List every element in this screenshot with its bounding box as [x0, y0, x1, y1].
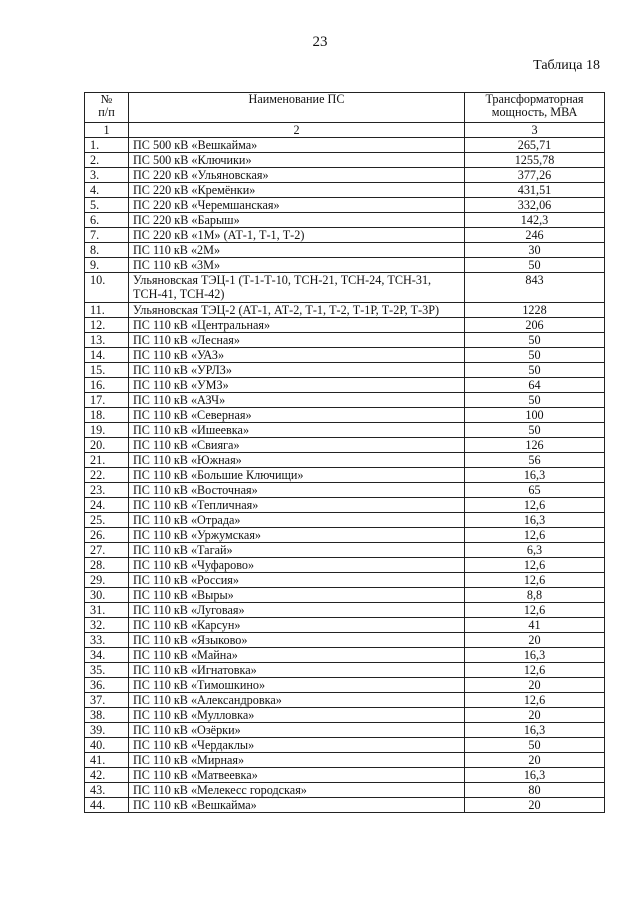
row-number: 38.	[85, 708, 129, 723]
table-row	[85, 738, 605, 753]
substation-name: ПС 110 кВ «Тепличная»	[129, 498, 465, 513]
substation-name: ПС 500 кВ «Ключики»	[129, 153, 465, 168]
transformer-capacity: 332,06	[465, 198, 605, 213]
column-number-row	[85, 123, 605, 138]
transformer-capacity: 50	[465, 333, 605, 348]
substation-name: ПС 110 кВ «Восточная»	[129, 483, 465, 498]
substation-name: ПС 110 кВ «3М»	[129, 258, 465, 273]
transformer-capacity: 80	[465, 783, 605, 798]
transformer-capacity: 50	[465, 393, 605, 408]
row-number: 2.	[85, 153, 129, 168]
table-row	[85, 618, 605, 633]
substation-name: ПС 110 кВ «Южная»	[129, 453, 465, 468]
row-number: 4.	[85, 183, 129, 198]
substation-name: ПС 110 кВ «АЗЧ»	[129, 393, 465, 408]
row-number: 6.	[85, 213, 129, 228]
row-number: 12.	[85, 318, 129, 333]
transformer-capacity: 12,6	[465, 693, 605, 708]
substation-name: ПС 110 кВ «УРЛЗ»	[129, 363, 465, 378]
transformer-capacity: 50	[465, 363, 605, 378]
transformer-capacity: 50	[465, 348, 605, 363]
row-number: 14.	[85, 348, 129, 363]
table-label: Таблица 18	[533, 58, 600, 73]
substation-name: ПС 110 кВ «Северная»	[129, 408, 465, 423]
transformer-capacity: 142,3	[465, 213, 605, 228]
transformer-capacity: 16,3	[465, 723, 605, 738]
transformer-capacity: 12,6	[465, 558, 605, 573]
substation-name: ПС 110 кВ «Языково»	[129, 633, 465, 648]
header-capacity	[465, 93, 605, 123]
row-number: 18.	[85, 408, 129, 423]
transformer-capacity: 20	[465, 678, 605, 693]
substation-name: ПС 110 кВ «Большие Ключищи»	[129, 468, 465, 483]
substation-name: ПС 110 кВ «Ишеевка»	[129, 423, 465, 438]
row-number: 10.	[85, 273, 129, 303]
row-number: 7.	[85, 228, 129, 243]
substation-name: ПС 110 кВ «Александровка»	[129, 693, 465, 708]
row-number: 9.	[85, 258, 129, 273]
row-number: 40.	[85, 738, 129, 753]
column-number-2: 2	[129, 123, 465, 138]
substation-name: Ульяновская ТЭЦ-1 (Т-1-Т-10, ТСН-21, ТСН-24, ТСН-31, ТСН-41, ТСН-42)	[129, 273, 465, 303]
transformer-capacity: 20	[465, 798, 605, 813]
table-row	[85, 453, 605, 468]
table-row	[85, 498, 605, 513]
substation-name: ПС 110 кВ «Отрада»	[129, 513, 465, 528]
row-number: 36.	[85, 678, 129, 693]
column-number-1: 1	[85, 123, 129, 138]
table-row	[85, 243, 605, 258]
table-row	[85, 798, 605, 813]
row-number: 44.	[85, 798, 129, 813]
row-number: 17.	[85, 393, 129, 408]
transformer-capacity: 6,3	[465, 543, 605, 558]
transformer-capacity: 16,3	[465, 768, 605, 783]
table-row	[85, 528, 605, 543]
transformer-capacity: 56	[465, 453, 605, 468]
table-row	[85, 408, 605, 423]
transformer-capacity: 12,6	[465, 663, 605, 678]
table-body	[85, 138, 605, 813]
transformer-capacity: 41	[465, 618, 605, 633]
substation-name: ПС 110 кВ «Уржумская»	[129, 528, 465, 543]
table-row	[85, 768, 605, 783]
transformer-capacity: 100	[465, 408, 605, 423]
transformer-capacity: 16,3	[465, 468, 605, 483]
transformer-capacity: 20	[465, 708, 605, 723]
substation-name: ПС 500 кВ «Вешкайма»	[129, 138, 465, 153]
row-number: 11.	[85, 303, 129, 318]
row-number: 37.	[85, 693, 129, 708]
table-header-row	[85, 93, 605, 123]
substation-name: ПС 110 кВ «Чердаклы»	[129, 738, 465, 753]
transformer-capacity: 12,6	[465, 498, 605, 513]
header-number-label: № п/п	[98, 92, 115, 119]
transformer-capacity: 206	[465, 318, 605, 333]
substation-name: ПС 110 кВ «Тимошкино»	[129, 678, 465, 693]
row-number: 15.	[85, 363, 129, 378]
substation-name: ПС 110 кВ «УАЗ»	[129, 348, 465, 363]
table-row	[85, 708, 605, 723]
table-row	[85, 273, 605, 303]
table-row	[85, 303, 605, 318]
substation-name: ПС 110 кВ «Центральная»	[129, 318, 465, 333]
row-number: 23.	[85, 483, 129, 498]
substation-table	[84, 92, 605, 813]
table-row	[85, 633, 605, 648]
substation-name: ПС 110 кВ «Луговая»	[129, 603, 465, 618]
row-number: 35.	[85, 663, 129, 678]
transformer-capacity: 16,3	[465, 648, 605, 663]
transformer-capacity: 65	[465, 483, 605, 498]
row-number: 24.	[85, 498, 129, 513]
header-number	[85, 93, 129, 123]
substation-name: ПС 220 кВ «Кремёнки»	[129, 183, 465, 198]
substation-name: ПС 110 кВ «УМЗ»	[129, 378, 465, 393]
substation-name: Ульяновская ТЭЦ-2 (АТ-1, АТ-2, Т-1, Т-2, Т-1Р, Т-2Р, Т-3Р)	[129, 303, 465, 318]
transformer-capacity: 8,8	[465, 588, 605, 603]
table-row	[85, 693, 605, 708]
table-row	[85, 663, 605, 678]
substation-name: ПС 110 кВ «Свияга»	[129, 438, 465, 453]
transformer-capacity: 50	[465, 738, 605, 753]
header-name-label: Наименование ПС	[248, 92, 345, 106]
substation-name: ПС 110 кВ «Матвеевка»	[129, 768, 465, 783]
table-row	[85, 213, 605, 228]
transformer-capacity: 12,6	[465, 528, 605, 543]
table-row	[85, 363, 605, 378]
table-row	[85, 153, 605, 168]
table-row	[85, 198, 605, 213]
row-number: 8.	[85, 243, 129, 258]
substation-name: ПС 220 кВ «Барыш»	[129, 213, 465, 228]
transformer-capacity: 246	[465, 228, 605, 243]
row-number: 30.	[85, 588, 129, 603]
table-row	[85, 648, 605, 663]
transformer-capacity: 1255,78	[465, 153, 605, 168]
substation-name: ПС 110 кВ «Майна»	[129, 648, 465, 663]
table-row	[85, 783, 605, 798]
transformer-capacity: 126	[465, 438, 605, 453]
row-number: 31.	[85, 603, 129, 618]
transformer-capacity: 16,3	[465, 513, 605, 528]
row-number: 29.	[85, 573, 129, 588]
row-number: 13.	[85, 333, 129, 348]
row-number: 20.	[85, 438, 129, 453]
row-number: 25.	[85, 513, 129, 528]
transformer-capacity: 20	[465, 633, 605, 648]
substation-name: ПС 110 кВ «Мирная»	[129, 753, 465, 768]
substation-name: ПС 220 кВ «1М» (АТ-1, Т-1, Т-2)	[129, 228, 465, 243]
row-number: 16.	[85, 378, 129, 393]
row-number: 42.	[85, 768, 129, 783]
substation-name: ПС 110 кВ «Тагай»	[129, 543, 465, 558]
substation-name: ПС 110 кВ «Россия»	[129, 573, 465, 588]
header-name	[129, 93, 465, 123]
transformer-capacity: 64	[465, 378, 605, 393]
row-number: 5.	[85, 198, 129, 213]
table-row	[85, 423, 605, 438]
substation-name: ПС 110 кВ «Карсун»	[129, 618, 465, 633]
table-row	[85, 588, 605, 603]
table-row	[85, 753, 605, 768]
substation-name: ПС 110 кВ «Мулловка»	[129, 708, 465, 723]
substation-name: ПС 110 кВ «2М»	[129, 243, 465, 258]
row-number: 41.	[85, 753, 129, 768]
substation-name: ПС 220 кВ «Ульяновская»	[129, 168, 465, 183]
table-row	[85, 228, 605, 243]
table-row	[85, 723, 605, 738]
table-row	[85, 138, 605, 153]
substation-name: ПС 110 кВ «Выры»	[129, 588, 465, 603]
transformer-capacity: 50	[465, 423, 605, 438]
row-number: 21.	[85, 453, 129, 468]
substation-name: ПС 220 кВ «Черемшанская»	[129, 198, 465, 213]
transformer-capacity: 12,6	[465, 603, 605, 618]
substation-name: ПС 110 кВ «Игнатовка»	[129, 663, 465, 678]
transformer-capacity: 1228	[465, 303, 605, 318]
substation-name: ПС 110 кВ «Вешкайма»	[129, 798, 465, 813]
transformer-capacity: 50	[465, 258, 605, 273]
row-number: 27.	[85, 543, 129, 558]
transformer-capacity: 431,51	[465, 183, 605, 198]
transformer-capacity: 12,6	[465, 573, 605, 588]
header-capacity-label: Трансформаторная мощность, МВА	[485, 92, 584, 119]
page-number: 23	[312, 34, 328, 50]
table-row	[85, 378, 605, 393]
row-number: 3.	[85, 168, 129, 183]
row-number: 28.	[85, 558, 129, 573]
table-row	[85, 603, 605, 618]
substation-name: ПС 110 кВ «Мелекесс городская»	[129, 783, 465, 798]
table-row	[85, 168, 605, 183]
row-number: 39.	[85, 723, 129, 738]
table-row	[85, 318, 605, 333]
substation-name: ПС 110 кВ «Чуфарово»	[129, 558, 465, 573]
row-number: 43.	[85, 783, 129, 798]
row-number: 32.	[85, 618, 129, 633]
table-row	[85, 468, 605, 483]
table-row	[85, 258, 605, 273]
table-row	[85, 543, 605, 558]
transformer-capacity: 843	[465, 273, 605, 303]
substation-name: ПС 110 кВ «Озёрки»	[129, 723, 465, 738]
row-number: 26.	[85, 528, 129, 543]
table-row	[85, 348, 605, 363]
table-row	[85, 393, 605, 408]
substation-name: ПС 110 кВ «Лесная»	[129, 333, 465, 348]
table-row	[85, 483, 605, 498]
transformer-capacity: 377,26	[465, 168, 605, 183]
row-number: 19.	[85, 423, 129, 438]
table-row	[85, 573, 605, 588]
table-row	[85, 513, 605, 528]
table-row	[85, 558, 605, 573]
row-number: 1.	[85, 138, 129, 153]
row-number: 33.	[85, 633, 129, 648]
transformer-capacity: 20	[465, 753, 605, 768]
transformer-capacity: 265,71	[465, 138, 605, 153]
table-row	[85, 333, 605, 348]
column-number-3: 3	[465, 123, 605, 138]
table-row	[85, 183, 605, 198]
transformer-capacity: 30	[465, 243, 605, 258]
table-row	[85, 678, 605, 693]
row-number: 22.	[85, 468, 129, 483]
row-number: 34.	[85, 648, 129, 663]
table-row	[85, 438, 605, 453]
